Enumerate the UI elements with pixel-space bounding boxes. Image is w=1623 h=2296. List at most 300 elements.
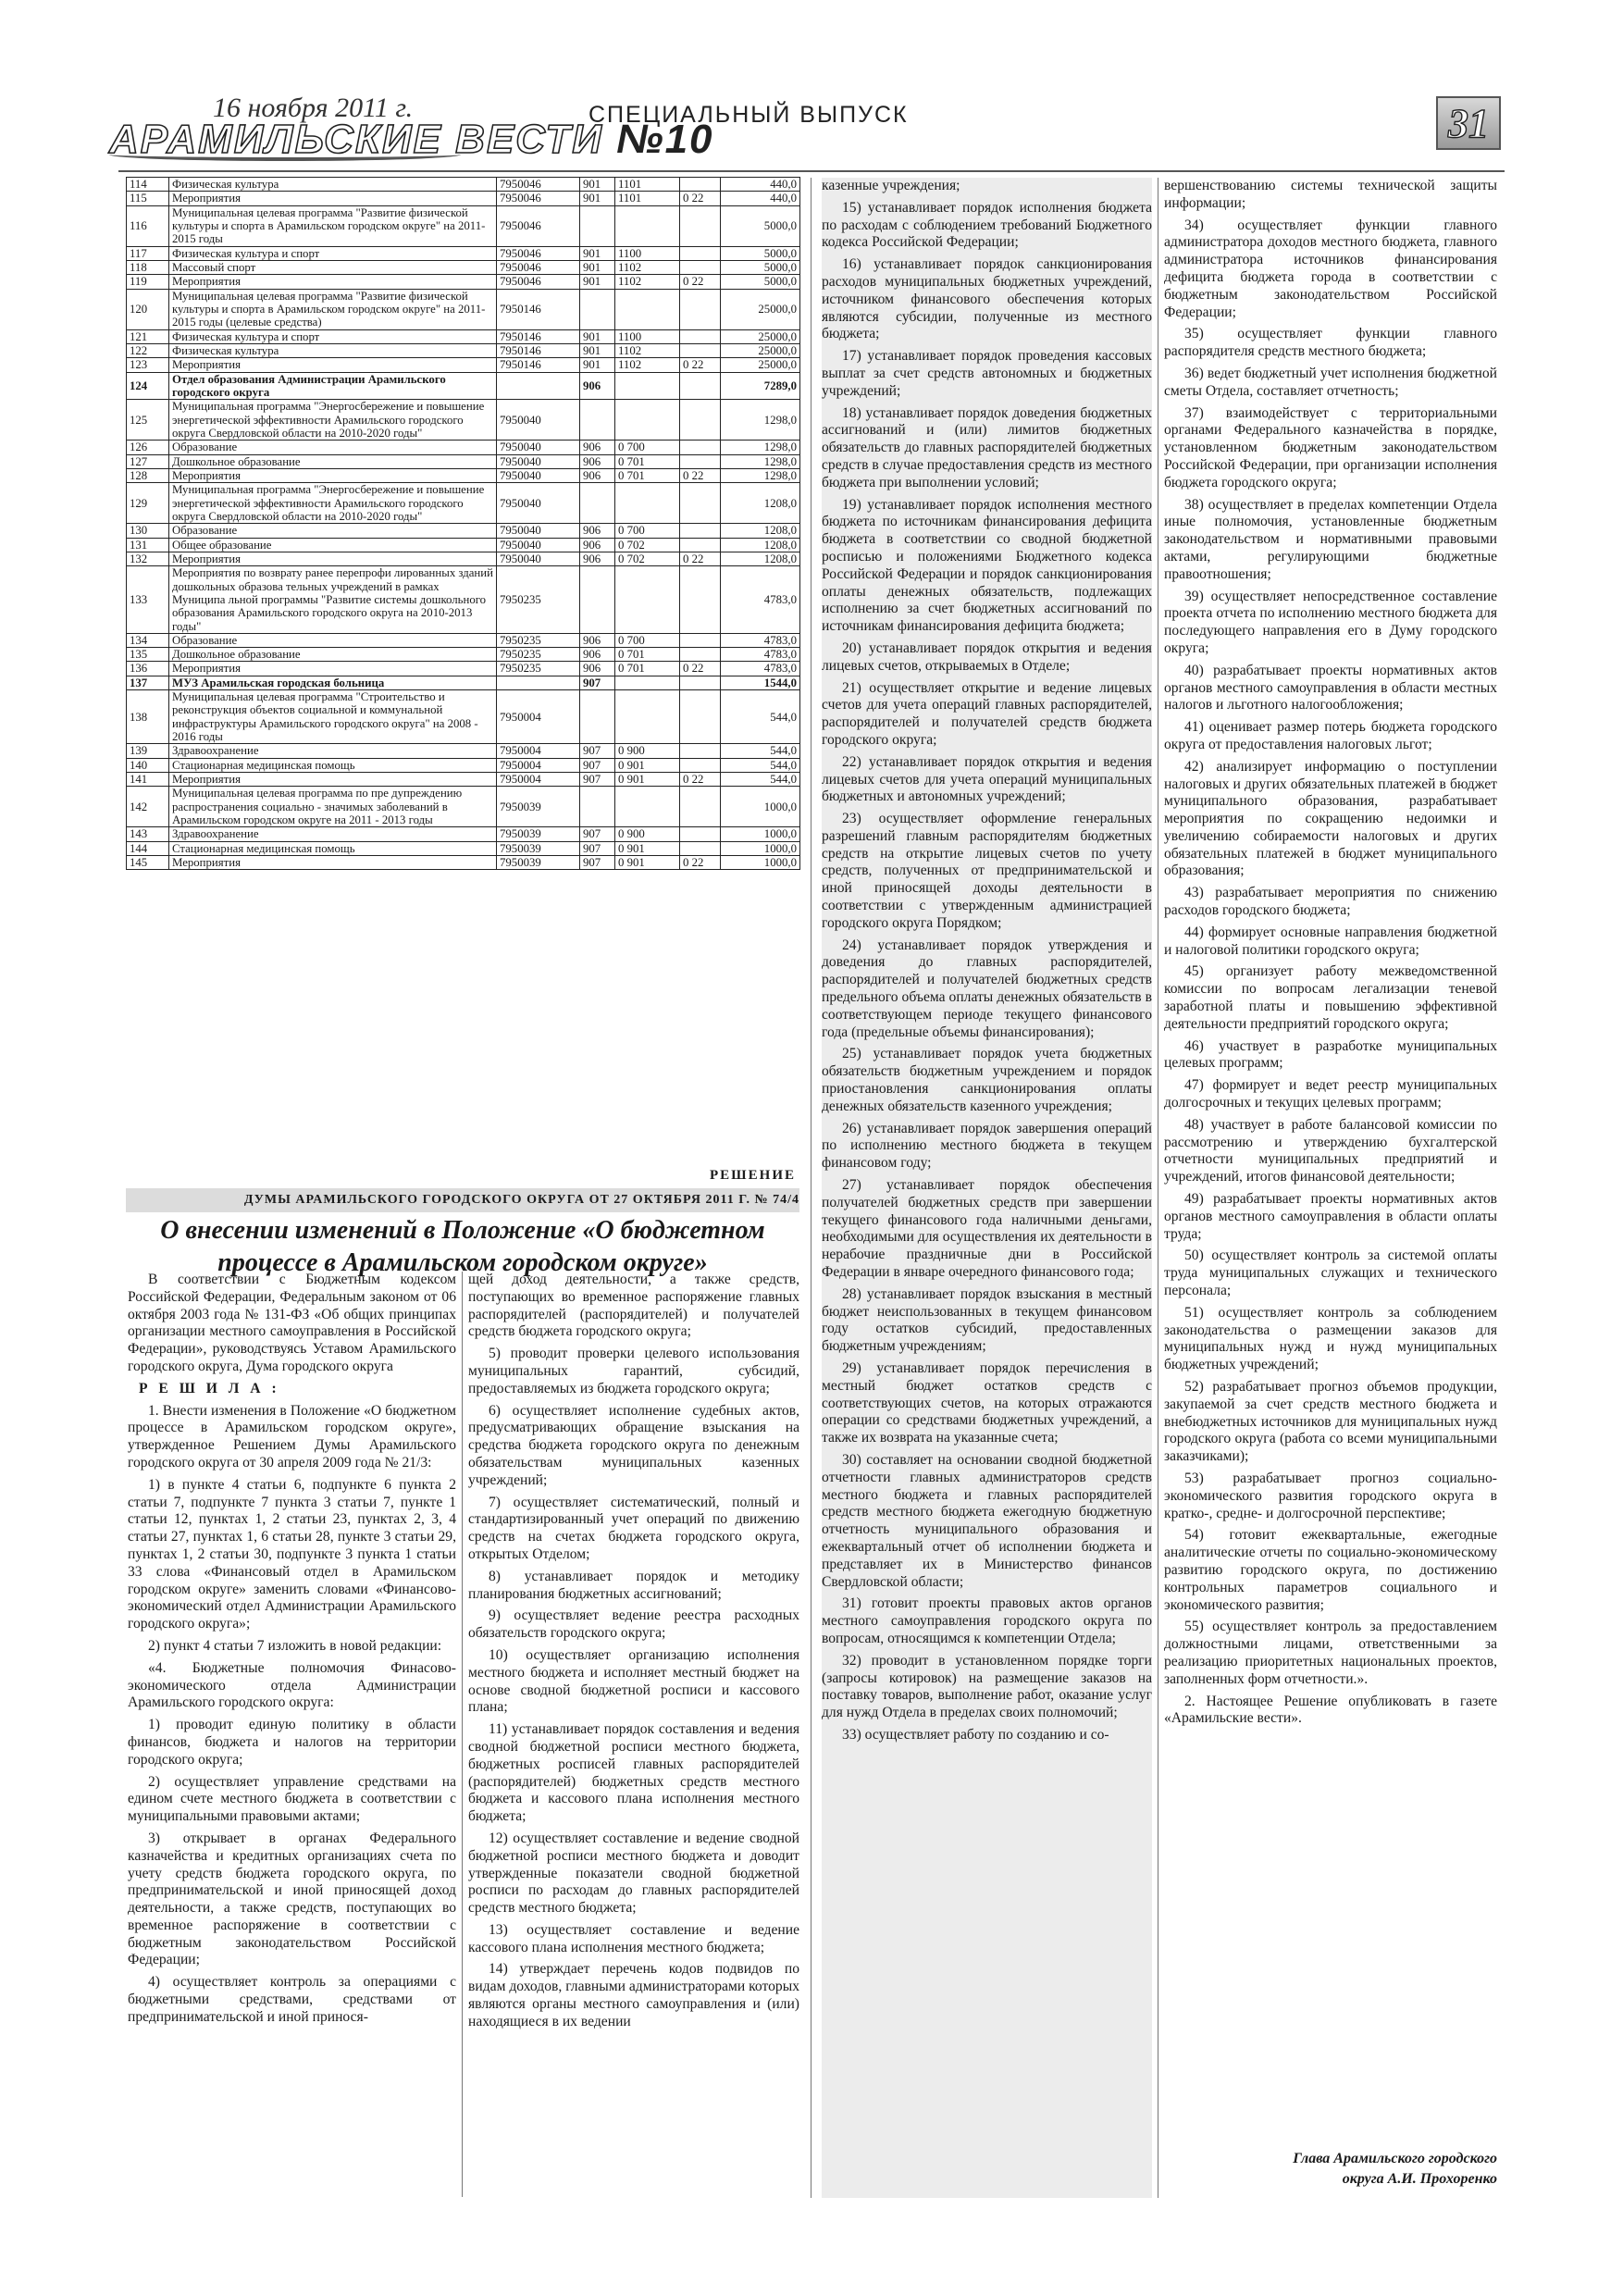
paragraph: 34) осуществляет функции главного администратора доходов местного бюджета, главного администратора источников финансирования дефицита бюджета города в соответствии с бюджетным законодательством Российской Федерации; [1164,217,1497,320]
table-cell-vr [680,454,721,468]
table-cell-n: 119 [127,275,169,289]
table-cell-sum: 440,0 [721,178,800,192]
table-cell-vr [680,787,721,827]
paragraph: 55) осуществляет контроль за предоставлением должностными лицами, ответственными за реализацию приоритетных национальных проектов, заполненных форм отчетности.». [1164,1619,1497,1687]
paragraph: 24) устанавливает порядок утверждения и доведения до главных распорядителей, распорядителей и получателей бюджетных средств предельного объема оплаты денежных обязательств в соответствующем периоде текущего финансового года (предельные объемы финансирования); [822,937,1152,1040]
table-cell-sum: 544,0 [721,773,800,787]
paragraph: 11) устанавливает порядок составления и ведения сводной бюджетной росписи местного бюджета, бюджетных росписей главных распорядителей (распорядителей) бюджетных средств местного бюджета и кассового плана исполнения местного бюджета; [468,1721,799,1825]
table-cell-rz: 1101 [615,192,680,205]
table-cell-vr [680,566,721,634]
table-cell-sum: 544,0 [721,758,800,772]
table-cell-ved: 901 [580,275,615,289]
table-cell-rz: 0 900 [615,744,680,758]
table-cell-vr [680,744,721,758]
paragraph: 2) осуществляет управление средствами на едином счете местного бюджета в соответствии с муниципальными правовыми актами; [128,1773,456,1825]
table-cell-vr: 0 22 [680,856,721,870]
table-cell-rz: 1100 [615,246,680,260]
paragraph: 47) формирует и ведет реестр муниципальных долгосрочных и текущих целевых программ; [1164,1077,1497,1111]
paragraph: 7) осуществляет систематический, полный и стандартизированный учет операций по движению средств на счетах бюджета городского округа, открытых Отделом; [468,1494,799,1562]
table-cell-sum: 25000,0 [721,289,800,329]
table-cell-name: Здравоохранение [169,827,497,841]
table-cell-rz [615,205,680,246]
table-cell-name: Общее образование [169,538,497,552]
paragraph: 21) осуществляет открытие и ведение лицевых счетов для учета операций главных распорядителей, распорядителей и получателей средств бюджета городского округа; [822,679,1152,748]
table-cell-name: Муниципальная целевая программа "Строительство и реконструкция объектов социальной и коммунальной инфраструктуры Арамильского городского округа" на 2008 - 2016 годы [169,690,497,744]
table-cell-n: 127 [127,454,169,468]
table-cell-name: Муниципальная целевая программа "Развитие физической культуры и спорта в Арамильском городском округе" на 2011-2015 годы [169,205,497,246]
table-cell-csr: 7950040 [497,524,580,538]
table-row [127,205,800,246]
table-cell-name: Физическая культура и спорт [169,329,497,343]
table-cell-csr: 7950040 [497,454,580,468]
table-cell-n: 139 [127,744,169,758]
paragraph: 49) разрабатывает проекты нормативных актов органов местного самоуправления в области оплаты труда; [1164,1191,1497,1242]
paragraph: 45) организует работу межведомственной комиссии по вопросам легализации теневой заработной платы и повышению эффективной деятельности предприятий городского округа; [1164,963,1497,1032]
table-cell-n: 141 [127,773,169,787]
table-cell-ved: 906 [580,468,615,482]
text-column-1 [128,1272,456,2197]
table-cell-csr: 7950146 [497,343,580,357]
table-row [127,648,800,662]
paragraph: 27) устанавливает порядок обеспечения получателей бюджетных средств при завершении текущего финансового года наличными деньгами, необходимыми для осуществления их деятельности в нерабочие праздничные дни в Российской Федерации в январе очередного финансового года; [822,1177,1152,1281]
paragraph: 28) устанавливает порядок взыскания в местный бюджет неиспользованных в текущем финансовом году остатков субсидий, предоставленных бюджетным учреждениям; [822,1285,1152,1355]
table-cell-csr [497,372,580,400]
header-rule [118,170,1505,172]
paragraph: 39) осуществляет непосредственное составление проекта отчета по исполнению местного бюджета для последующего направления его в Думу городского округа; [1164,588,1497,656]
table-cell-ved: 901 [580,178,615,192]
table-cell-rz: 0 900 [615,827,680,841]
table-cell-sum: 440,0 [721,192,800,205]
table-cell-csr: 7950235 [497,633,580,647]
table-cell-n: 140 [127,758,169,772]
table-cell-vr [680,690,721,744]
resolution-title-line2: процессе в Арамильском городском округе» [217,1248,708,1277]
table-cell-ved: 901 [580,358,615,372]
table-row [127,192,800,205]
table-cell-csr: 7950004 [497,690,580,744]
table-cell-csr: 7950146 [497,289,580,329]
table-cell-rz [615,483,680,524]
column-divider [462,1272,463,2197]
table-cell-sum: 1298,0 [721,454,800,468]
table-cell-name: Мероприятия [169,192,497,205]
table-cell-sum: 25000,0 [721,358,800,372]
issue-number: №10 [616,117,714,162]
table-cell-name: Образование [169,441,497,454]
table-cell-rz: 0 702 [615,538,680,552]
table-row [127,483,800,524]
table-cell-csr: 7950039 [497,856,580,870]
table-cell-sum: 5000,0 [721,275,800,289]
table-cell-n: 145 [127,856,169,870]
table-cell-sum: 1000,0 [721,827,800,841]
table-row [127,538,800,552]
table-cell-rz [615,690,680,744]
table-cell-rz [615,566,680,634]
table-cell-rz: 0 701 [615,454,680,468]
paragraph: 48) участвует в работе балансовой комиссии по рассмотрению и утверждению бухгалтерской отчетности муниципальных предприятий и учреждений, итогов финансовой деятельности; [1164,1116,1497,1185]
table-cell-n: 117 [127,246,169,260]
table-cell-csr: 7950046 [497,275,580,289]
table-cell-ved [580,690,615,744]
table-cell-sum: 25000,0 [721,343,800,357]
table-cell-ved [580,205,615,246]
table-cell-rz: 0 901 [615,841,680,855]
table-cell-sum: 4783,0 [721,662,800,676]
table-cell-vr: 0 22 [680,275,721,289]
table-cell-n: 142 [127,787,169,827]
table-cell-ved: 906 [580,441,615,454]
table-cell-sum: 1208,0 [721,538,800,552]
table-cell-rz: 0 700 [615,633,680,647]
paragraph: 23) осуществляет оформление генеральных разрешений главным распорядителям бюджетных средств на открытие лицевых счетов по учету средств, полученных от предпринимательской и иной приносящей доходы деятельности в соответствии с утвержденным администрацией городского округа Порядком; [822,811,1152,931]
resolution-label: РЕШЕНИЕ [710,1168,796,1183]
table-cell-ved: 906 [580,552,615,565]
table-cell-rz: 0 901 [615,856,680,870]
table-cell-sum: 1208,0 [721,483,800,524]
text-column-4 [1164,178,1497,2193]
table-cell-name: Образование [169,524,497,538]
paragraph: 20) устанавливает порядок открытия и ведения лицевых счетов, открываемых в Отделе; [822,639,1152,674]
table-cell-vr [680,329,721,343]
table-cell-csr: 7950046 [497,205,580,246]
table-cell-n: 124 [127,372,169,400]
paragraph: 1) проводит единую политику в области финансов, бюджета и налогов на территории городского округа; [128,1717,456,1768]
paragraph: 3) открывает в органах Федерального казначейства и кредитных организациях счета по учету средств бюджета городского округа, по предпринимательской и иной приносящей доход деятельности, а также средств, поступающих во временное распоряжение в соответствии с бюджетным законодательством Российской Федерации; [128,1830,456,1968]
table-cell-sum: 5000,0 [721,246,800,260]
table-cell-n: 123 [127,358,169,372]
table-cell-name: Муниципальная программа "Энергосбережение и повышение энергетической эффективности Арамильского городского округа Свердловской области на 2010-2020 годы" [169,400,497,441]
table-cell-sum: 4783,0 [721,648,800,662]
table-cell-csr: 7950039 [497,787,580,827]
paragraph: 12) осуществляет составление и ведение сводной бюджетной росписи местного бюджета и доводит утвержденные показатели сводной бюджетной росписи по расходам до главных распорядителей средств местного бюджета; [468,1830,799,1917]
table-cell-vr [680,372,721,400]
table-cell-vr [680,524,721,538]
table-cell-csr: 7950046 [497,192,580,205]
table-cell-csr: 7950235 [497,662,580,676]
paragraph: 46) участвует в разработке муниципальных целевых программ; [1164,1037,1497,1072]
table-cell-n: 120 [127,289,169,329]
table-cell-csr: 7950146 [497,358,580,372]
table-cell-sum: 5000,0 [721,260,800,274]
table-row [127,827,800,841]
table-cell-n: 129 [127,483,169,524]
table-cell-name: Муниципальная программа "Энергосбережение и повышение энергетической эффективности Арамильского городского округа Свердловской области на 2010-2020 годы" [169,483,497,524]
section-title: СПЕЦИАЛЬНЫЙ ВЫПУСК [588,102,909,128]
paragraph: 9) осуществляет ведение реестра расходных обязательств городского округа; [468,1607,799,1642]
table-cell-vr [680,483,721,524]
table-cell-rz: 0 901 [615,758,680,772]
table-cell-name: Физическая культура [169,178,497,192]
paragraph: 42) анализирует информацию о поступлении налоговых и других обязательных платежей в бюджет муниципального образования, разрабатывает мероприятия по сокращению недоимки и увеличению собираемости налоговых и других обязательных платежей в бюджет муниципального образования; [1164,758,1497,879]
table-cell-vr [680,343,721,357]
table-cell-sum: 7289,0 [721,372,800,400]
table-cell-n: 134 [127,633,169,647]
table-cell-rz: 0 702 [615,552,680,565]
table-cell-ved: 901 [580,343,615,357]
table-cell-name: Образование [169,633,497,647]
table-cell-rz: 0 701 [615,648,680,662]
table-cell-n: 131 [127,538,169,552]
table-cell-n: 125 [127,400,169,441]
table-cell-vr [680,178,721,192]
table-cell-vr [680,205,721,246]
table-row [127,400,800,441]
table-cell-sum: 5000,0 [721,205,800,246]
table-cell-name: Стационарная медицинская помощь [169,758,497,772]
text-column-3 [822,178,1152,2198]
paragraph: 54) готовит ежеквартальные, ежегодные аналитические отчеты по социально-экономическому развитию городского округа, по достижению контрольных параметров социального и экономического развития; [1164,1527,1497,1613]
table-row [127,690,800,744]
table-row [127,468,800,482]
table-cell-n: 135 [127,648,169,662]
table-cell-sum: 1000,0 [721,856,800,870]
table-cell-ved: 901 [580,192,615,205]
table-cell-vr [680,441,721,454]
masthead-swoosh [109,148,461,161]
table-cell-name: Мероприятия [169,856,497,870]
table-cell-csr: 7950040 [497,483,580,524]
table-row [127,260,800,274]
paragraph: 19) устанавливает порядок исполнения местного бюджета по источникам финансирования дефицита бюджета в соответствии со сводной бюджетной росписью и положениями Бюджетного кодекса Российской Федерации и порядок санкционирования оплаты денежных обязательств, подлежащих исполнению за счет бюджетных ассигнований по источникам финансирования дефицита бюджета; [822,496,1152,635]
table-row [127,343,800,357]
table-cell-name: МУЗ Арамильская городская больница [169,676,497,689]
table-cell-name: Мероприятия [169,662,497,676]
table-cell-vr [680,246,721,260]
table-cell-n: 130 [127,524,169,538]
budget-table [126,177,800,870]
table-cell-rz [615,372,680,400]
table-cell-name: Отдел образования Администрации Арамильского городского округа [169,372,497,400]
table-cell-rz [615,787,680,827]
table-cell-n: 136 [127,662,169,676]
table-row [127,773,800,787]
paragraph: 13) осуществляет составление и ведение кассового плана исполнения местного бюджета; [468,1921,799,1955]
table-cell-vr [680,841,721,855]
table-row [127,441,800,454]
table-cell-rz: 0 701 [615,662,680,676]
table-row [127,841,800,855]
table-cell-csr: 7950146 [497,329,580,343]
table-cell-name: Здравоохранение [169,744,497,758]
table-cell-name: Мероприятия [169,358,497,372]
table-cell-vr [680,289,721,329]
paragraph: вершенствованию системы технической защиты информации; [1164,178,1497,211]
table-cell-ved: 907 [580,827,615,841]
table-cell-csr: 7950040 [497,552,580,565]
table-cell-ved: 906 [580,662,615,676]
table-cell-rz: 1100 [615,329,680,343]
table-row [127,329,800,343]
table-cell-rz [615,289,680,329]
table-cell-vr: 0 22 [680,662,721,676]
paragraph: 50) осуществляет контроль за системой оплаты труда муниципальных служащих и технического персонала; [1164,1247,1497,1299]
paragraph: 40) разрабатывает проекты нормативных актов органов местного самоуправления в области местных налогов и льготного налогообложения; [1164,662,1497,714]
table-cell-sum: 544,0 [721,690,800,744]
table-row [127,289,800,329]
table-cell-vr [680,538,721,552]
table-cell-csr: 7950235 [497,648,580,662]
table-cell-ved [580,483,615,524]
table-cell-vr [680,260,721,274]
table-cell-rz: 1102 [615,358,680,372]
paragraph: 33) осуществляет работу по созданию и со- [842,1726,1109,1743]
table-cell-ved: 907 [580,744,615,758]
table-cell-csr: 7950040 [497,400,580,441]
table-cell-name: Дошкольное образование [169,454,497,468]
table-cell-ved: 907 [580,856,615,870]
table-cell-sum: 25000,0 [721,329,800,343]
paragraph: В соответствии с Бюджетным кодексом Российской Федерации, Федеральным законом от 06 октября 2003 года № 131-ФЗ «Об общих принципах организации местного самоуправления в Российской Федерации», руководствуясь Уставом Арамильского городского округа, Дума городского округа [128,1272,456,1374]
resolution-title-line1: О внесении изменений в Положение «О бюджетном [160,1216,765,1245]
column-divider [811,178,812,2198]
signature-line1: Глава Арамильского городского [1293,2151,1497,2166]
paragraph: щей доход деятельности, а также средств, поступающих во временное распоряжение главных распорядителей (распорядителей) и получателей средств бюджета городского округа; [468,1272,799,1340]
resolution-subtitle: ДУМЫ АРАМИЛЬСКОГО ГОРОДСКОГО ОКРУГА ОТ 27 ОКТЯБРЯ 2011 Г. № 74/4 [126,1188,799,1212]
table-cell-csr: 7950040 [497,468,580,482]
page-number: 31 [1436,96,1501,150]
table-cell-vr [680,633,721,647]
paragraph: 37) взаимодействует с территориальными органами Федерального казначейства в порядке, установленном бюджетным законодательством Российской Федерации, при организации исполнения бюджета городского округа; [1164,404,1497,490]
table-cell-rz: 0 701 [615,468,680,482]
table-row [127,633,800,647]
table-cell-vr [680,400,721,441]
table-cell-ved [580,400,615,441]
table-cell-vr: 0 22 [680,468,721,482]
table-row [127,358,800,372]
paragraph: 25) устанавливает порядок учета бюджетных обязательств бюджетным учреждением и порядок приостановления санкционирования оплаты денежных обязательств казенного учреждения; [822,1046,1152,1114]
table-cell-n: 122 [127,343,169,357]
paragraph: 1. Внести изменения в Положение «О бюджетном процессе в Арамильском городском округе», утвержденное Решением Думы Арамильского городского округа от 30 апреля 2009 года № 21/3: [128,1402,456,1471]
signature [1164,2149,1497,2190]
table-cell-vr: 0 22 [680,192,721,205]
paragraph: Р Е Ш И Л А : [139,1380,280,1396]
paragraph: «4. Бюджетные полномочия Финасово-экономического отдела Администрации Арамильского городского округа: [128,1659,456,1711]
paragraph: 36) ведет бюджетный учет исполнения бюджетной сметы Отдела, составляет отчетность; [1164,365,1497,399]
table-cell-ved: 907 [580,773,615,787]
table-cell-n: 133 [127,566,169,634]
paragraph: 22) устанавливает порядок открытия и ведения лицевых счетов для учета операций муниципальных бюджетных и автономных учреждений; [822,753,1152,805]
table-cell-ved: 906 [580,538,615,552]
table-cell-n: 118 [127,260,169,274]
resolution-title [126,1214,799,1279]
table-cell-name: Мероприятия по возврату ранее перепрофи лированных зданий дошкольных образова тельных учреждений в рамках Муниципа льной программы "Развитие системы дошкольного образования Арамильского городского округа на 2010-2013 годы" [169,566,497,634]
paragraph: 51) осуществляет контроль за соблюдением законодательства о размещении заказов для муниципальных нужд и нужд муниципальных бюджетных учреждений; [1164,1304,1497,1373]
table-cell-sum: 1298,0 [721,441,800,454]
table-cell-vr [680,827,721,841]
table-cell-csr: 7950004 [497,773,580,787]
table-cell-n: 132 [127,552,169,565]
table-cell-name: Мероприятия [169,468,497,482]
table-cell-sum: 1298,0 [721,468,800,482]
table-cell-rz: 1102 [615,275,680,289]
table-cell-rz: 0 700 [615,441,680,454]
table-cell-csr [497,676,580,689]
table-cell-n: 137 [127,676,169,689]
paragraph: 29) устанавливает порядок перечисления в местный бюджет остатков средств с соответствующих счетов, на которых отражаются операции со средствами бюджетных учреждений, а также их возврата на указанные счета; [822,1360,1152,1446]
paragraph: 8) устанавливает порядок и методику планирования бюджетных ассигнований; [468,1568,799,1602]
text-column-2 [468,1272,799,2197]
paragraph: 43) разрабатывает мероприятия по снижению расходов городского бюджета; [1164,885,1497,919]
table-cell-vr: 0 22 [680,773,721,787]
table-cell-ved: 901 [580,246,615,260]
table-cell-n: 144 [127,841,169,855]
table-cell-csr: 7950040 [497,441,580,454]
table-row [127,372,800,400]
table-cell-ved: 901 [580,260,615,274]
table-cell-csr: 7950004 [497,758,580,772]
table-cell-rz: 0 700 [615,524,680,538]
table-cell-vr [680,676,721,689]
table-cell-rz [615,400,680,441]
table-cell-rz: 1101 [615,178,680,192]
table-cell-sum: 4783,0 [721,566,800,634]
paragraph: казенные учреждения; [822,178,960,193]
table-cell-vr: 0 22 [680,358,721,372]
table-cell-csr: 7950039 [497,841,580,855]
table-cell-ved: 906 [580,633,615,647]
paragraph: 35) осуществляет функции главного распорядителя средств местного бюджета; [1164,326,1497,360]
table-cell-ved: 906 [580,454,615,468]
table-cell-name: Мероприятия [169,773,497,787]
paragraph: 5) проводит проверки целевого использования муниципальных гарантий, субсидий, предоставляемых из бюджета городского округа; [468,1346,799,1396]
table-cell-ved: 907 [580,758,615,772]
table-cell-csr: 7950004 [497,744,580,758]
table-cell-csr: 7950040 [497,538,580,552]
table-cell-name: Муниципальная целевая программа "Развитие физической культуры и спорта в Арамильском городском округе" на 2011-2015 годы (целевые средства) [169,289,497,329]
paragraph: 30) составляет на основании сводной бюджетной отчетности главных администраторов средств местного бюджета и главных распорядителей средств местного бюджета ежегодную бюджетную отчетность муниципального образования и ежеквартальный отчет об исполнении бюджета и представляет их в Министерство финансов Свердловской области; [822,1451,1152,1590]
table-row [127,454,800,468]
table-cell-ved: 907 [580,676,615,689]
table-cell-sum: 4783,0 [721,633,800,647]
table-cell-name: Физическая культура [169,343,497,357]
table-cell-csr: 7950046 [497,260,580,274]
table-cell-ved: 906 [580,648,615,662]
table-cell-sum: 1000,0 [721,841,800,855]
table-cell-n: 138 [127,690,169,744]
paragraph: 4) осуществляет контроль за операциями с бюджетными средствами, средствами от предпринимательской и иной принося- [128,1974,456,2025]
paragraph: 38) осуществляет в пределах компетенции Отдела иные полномочия, установленные бюджетным законодательством и нормативными правовыми актами, регулирующими бюджетные правоотношения; [1164,496,1497,582]
paragraph: 26) устанавливает порядок завершения операций по исполнению местного бюджета в текущем финансовом году; [822,1120,1152,1172]
paragraph: 16) устанавливает порядок санкционирования расходов муниципальных бюджетных учреждений, источником финансового обеспечения которых являются субсидии, полученные из местного бюджета; [822,256,1152,342]
table-cell-name: Физическая культура и спорт [169,246,497,260]
table-cell-ved: 901 [580,329,615,343]
signature-line2: округа А.И. Прохоренко [1342,2171,1497,2187]
table-cell-n: 115 [127,192,169,205]
newspaper-name: АРАМИЛЬСКИЕ ВЕСТИ [109,117,603,162]
table-cell-name: Массовый спорт [169,260,497,274]
paragraph: 17) устанавливает порядок проведения кассовых выплат за счет средств автономных и бюджетных учреждений; [822,348,1152,399]
paragraph: 15) устанавливает порядок исполнения бюджета по расходам с соблюдением требований Бюджетного кодекса Российской Федерации; [822,199,1152,251]
table-cell-csr: 7950039 [497,827,580,841]
paragraph: 32) проводит в установленном порядке торги (запросы котировок) на размещение заказов на поставку товаров, выполнение работ, оказание услуг для нужд Отдела в пределах своих полномочий; [822,1652,1152,1721]
table-cell-sum: 544,0 [721,744,800,758]
table-row [127,566,800,634]
table-cell-ved: 906 [580,372,615,400]
table-cell-ved: 906 [580,524,615,538]
table-cell-n: 121 [127,329,169,343]
table-row [127,275,800,289]
issue-date: 16 ноября 2011 г. [213,93,414,123]
table-cell-sum: 1544,0 [721,676,800,689]
table-cell-n: 116 [127,205,169,246]
table-row [127,676,800,689]
paragraph: 10) осуществляет организацию исполнения местного бюджета и исполняет местный бюджет на основе сводной бюджетной росписи и кассового плана; [468,1646,799,1716]
paragraph: 41) оценивает размер потерь бюджета городского округа от предоставления налоговых льгот; [1164,719,1497,752]
table-cell-ved: 907 [580,841,615,855]
table-cell-ved [580,566,615,634]
paragraph: 1) в пункте 4 статьи 6, подпункте 6 пункта 2 статьи 7, подпункте 7 пункта 3 статьи 7, пункте 1 статьи 12, пунктах 1, 2 статьи 23, пунктах 2, 3, 4 статьи 27, пунктах 1, 6 статьи 28, пункте 3 статьи 29, пунктах 1, 2 статьи 30, подпункте 3 пункта 1 статьи 33 слова «Финансовый отдел в Арамильском городском округе» заменить словами «Финансово-экономический отдел Администрации Арамильского городского округа»; [128,1476,456,1632]
